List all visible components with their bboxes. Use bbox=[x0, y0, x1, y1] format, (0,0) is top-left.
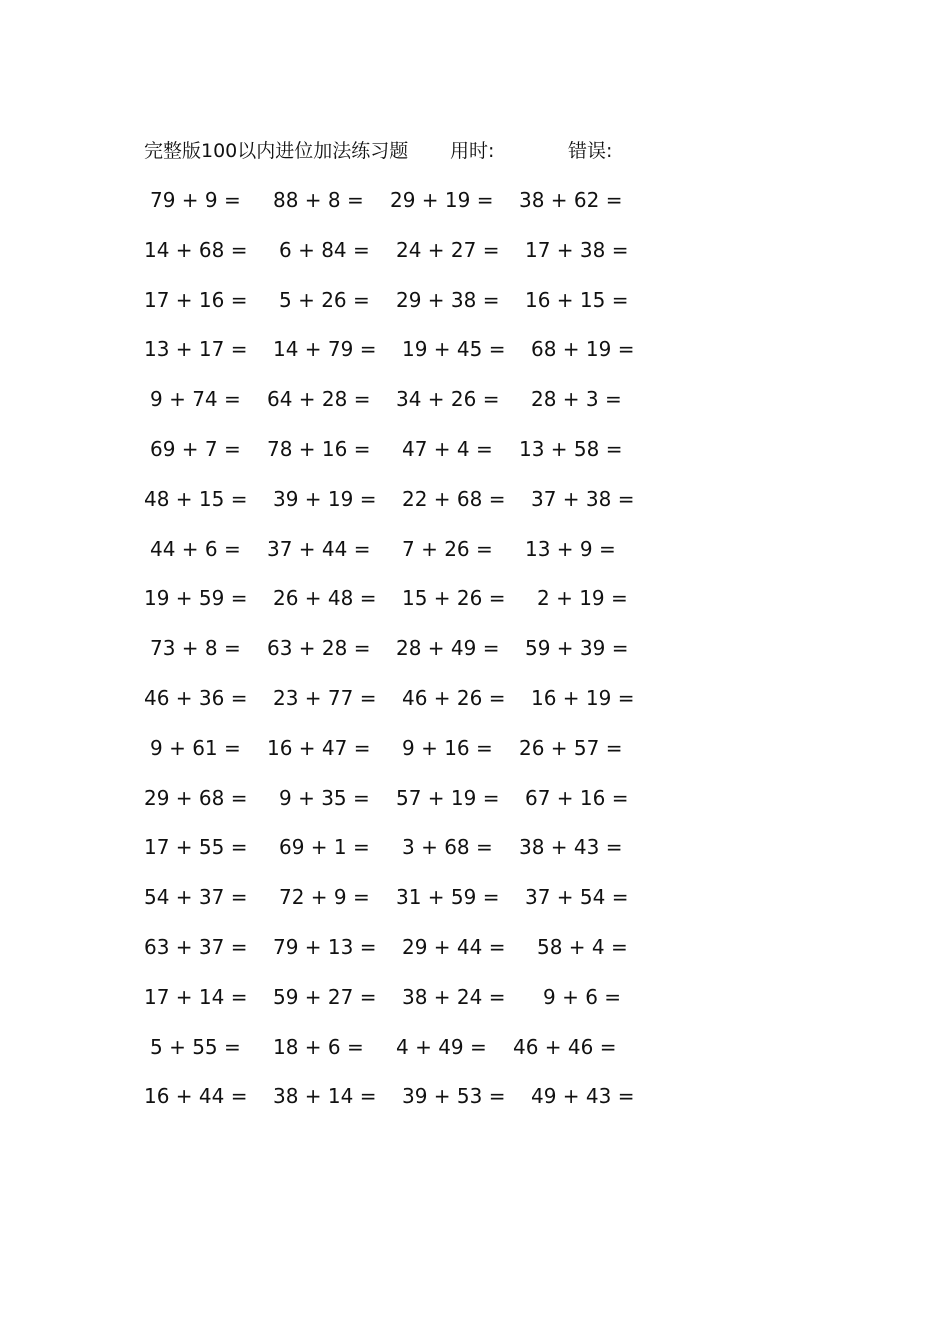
problem-item: 6 + 84 = bbox=[279, 238, 370, 262]
problem-item: 31 + 59 = bbox=[396, 885, 500, 909]
problem-item: 17 + 38 = bbox=[525, 238, 629, 262]
problem-item: 38 + 43 = bbox=[519, 835, 623, 859]
problem-item: 79 + 9 = bbox=[150, 188, 241, 212]
problem-item: 17 + 16 = bbox=[144, 288, 248, 312]
problem-item: 17 + 14 = bbox=[144, 985, 248, 1009]
problem-item: 47 + 4 = bbox=[402, 437, 493, 461]
problem-item: 13 + 17 = bbox=[144, 337, 248, 361]
problem-item: 19 + 45 = bbox=[402, 337, 506, 361]
problem-item: 37 + 38 = bbox=[531, 487, 635, 511]
problem-item: 26 + 57 = bbox=[519, 736, 623, 760]
problem-item: 14 + 79 = bbox=[273, 337, 377, 361]
problem-item: 67 + 16 = bbox=[525, 786, 629, 810]
problem-item: 9 + 74 = bbox=[150, 387, 241, 411]
problem-item: 2 + 19 = bbox=[537, 586, 628, 610]
problem-item: 9 + 6 = bbox=[543, 985, 622, 1009]
problem-item: 38 + 24 = bbox=[402, 985, 506, 1009]
problem-item: 48 + 15 = bbox=[144, 487, 248, 511]
problem-item: 78 + 16 = bbox=[267, 437, 371, 461]
problem-item: 26 + 48 = bbox=[273, 586, 377, 610]
problem-item: 7 + 26 = bbox=[402, 537, 493, 561]
problem-item: 37 + 44 = bbox=[267, 537, 371, 561]
problem-item: 16 + 19 = bbox=[531, 686, 635, 710]
problem-item: 39 + 53 = bbox=[402, 1084, 506, 1108]
problem-item: 63 + 28 = bbox=[267, 636, 371, 660]
problem-item: 9 + 61 = bbox=[150, 736, 241, 760]
problem-item: 15 + 26 = bbox=[402, 586, 506, 610]
problem-item: 68 + 19 = bbox=[531, 337, 635, 361]
problem-item: 4 + 49 = bbox=[396, 1035, 487, 1059]
problem-item: 29 + 38 = bbox=[396, 288, 500, 312]
problem-item: 29 + 68 = bbox=[144, 786, 248, 810]
problem-item: 17 + 55 = bbox=[144, 835, 248, 859]
problem-item: 28 + 49 = bbox=[396, 636, 500, 660]
problem-item: 59 + 27 = bbox=[273, 985, 377, 1009]
problem-item: 39 + 19 = bbox=[273, 487, 377, 511]
problem-item: 63 + 37 = bbox=[144, 935, 248, 959]
problem-item: 46 + 36 = bbox=[144, 686, 248, 710]
problem-item: 59 + 39 = bbox=[525, 636, 629, 660]
problem-item: 79 + 13 = bbox=[273, 935, 377, 959]
problem-item: 54 + 37 = bbox=[144, 885, 248, 909]
problem-item: 69 + 7 = bbox=[150, 437, 241, 461]
problem-item: 24 + 27 = bbox=[396, 238, 500, 262]
problem-item: 5 + 26 = bbox=[279, 288, 370, 312]
time-used-label: 用时: bbox=[450, 140, 495, 162]
problem-item: 3 + 68 = bbox=[402, 835, 493, 859]
problem-item: 64 + 28 = bbox=[267, 387, 371, 411]
problem-item: 13 + 9 = bbox=[525, 537, 616, 561]
problem-item: 57 + 19 = bbox=[396, 786, 500, 810]
problem-item: 14 + 68 = bbox=[144, 238, 248, 262]
problem-item: 18 + 6 = bbox=[273, 1035, 364, 1059]
worksheet-title: 完整版100以内进位加法练习题 bbox=[144, 140, 409, 162]
problem-item: 29 + 44 = bbox=[402, 935, 506, 959]
problem-item: 9 + 35 = bbox=[279, 786, 370, 810]
problem-item: 69 + 1 = bbox=[279, 835, 370, 859]
problem-item: 38 + 14 = bbox=[273, 1084, 377, 1108]
problem-item: 16 + 47 = bbox=[267, 736, 371, 760]
errors-label: 错误: bbox=[568, 140, 613, 162]
problem-item: 72 + 9 = bbox=[279, 885, 370, 909]
problem-item: 13 + 58 = bbox=[519, 437, 623, 461]
problem-item: 34 + 26 = bbox=[396, 387, 500, 411]
problem-item: 23 + 77 = bbox=[273, 686, 377, 710]
problem-item: 22 + 68 = bbox=[402, 487, 506, 511]
problem-item: 88 + 8 = bbox=[273, 188, 364, 212]
problem-item: 49 + 43 = bbox=[531, 1084, 635, 1108]
problem-item: 19 + 59 = bbox=[144, 586, 248, 610]
problem-item: 46 + 46 = bbox=[513, 1035, 617, 1059]
problem-item: 16 + 44 = bbox=[144, 1084, 248, 1108]
problem-item: 5 + 55 = bbox=[150, 1035, 241, 1059]
problem-item: 28 + 3 = bbox=[531, 387, 622, 411]
problem-item: 16 + 15 = bbox=[525, 288, 629, 312]
problem-item: 73 + 8 = bbox=[150, 636, 241, 660]
problem-item: 38 + 62 = bbox=[519, 188, 623, 212]
problem-item: 9 + 16 = bbox=[402, 736, 493, 760]
problem-item: 37 + 54 = bbox=[525, 885, 629, 909]
problem-item: 29 + 19 = bbox=[390, 188, 494, 212]
problem-item: 58 + 4 = bbox=[537, 935, 628, 959]
problem-item: 46 + 26 = bbox=[402, 686, 506, 710]
problem-item: 44 + 6 = bbox=[150, 537, 241, 561]
